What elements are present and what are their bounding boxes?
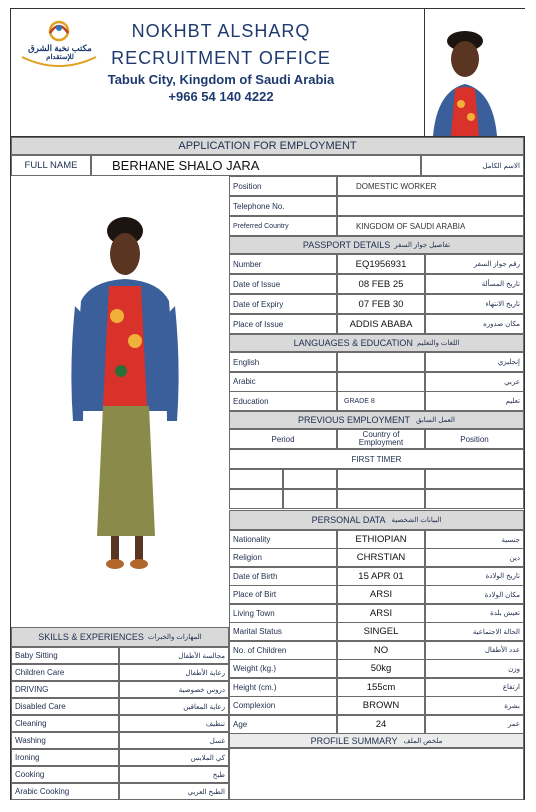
- passport-row-value: 08 FEB 25: [337, 274, 425, 294]
- form-title: APPLICATION FOR EMPLOYMENT: [11, 137, 524, 155]
- profile-summary-body: [229, 748, 524, 800]
- skill-row-label: Cleaning: [11, 715, 119, 732]
- personal-row-label-ar: دين: [425, 548, 524, 567]
- passport-row-label-ar: رقم جواز السفر: [425, 254, 524, 274]
- skill-row-label-ar: رعاية الأطفال: [119, 664, 229, 681]
- passport-row-label: Date of Expiry: [229, 294, 337, 314]
- personal-row-label-ar: عمر: [425, 715, 524, 734]
- company-logo: [16, 17, 102, 71]
- passport-row-value: 07 FEB 30: [337, 294, 425, 314]
- personal-row-label: Living Town: [229, 604, 337, 623]
- personal-row-label-ar: جنسية: [425, 530, 524, 549]
- passport-row-label: Place of Issue: [229, 314, 337, 334]
- employment-blank-1d: [425, 469, 524, 489]
- skill-row-label: DRIVING: [11, 681, 119, 698]
- skill-row-label: Disabled Care: [11, 698, 119, 715]
- personal-row-label-ar: وزن: [425, 659, 524, 678]
- first-timer: FIRST TIMER: [229, 449, 524, 469]
- passport-title-ar: تفاصيل جواز السفر: [394, 242, 451, 249]
- employment-col-position: Position: [425, 429, 524, 449]
- profile-summary-label-ar: ملخص الملف: [403, 737, 443, 745]
- full-name-value: BERHANE SHALO JARA: [91, 155, 421, 176]
- position-value: DOMESTIC WORKER: [337, 176, 524, 196]
- language-row-label: Arabic: [229, 372, 337, 392]
- telephone-label: Telephone No.: [229, 196, 337, 216]
- personal-row-label-ar: ارتفاع: [425, 678, 524, 697]
- passport-section-title: [229, 236, 524, 254]
- language-row-label-ar: تعليم: [425, 391, 524, 411]
- passport-row-label: Date of Issue: [229, 274, 337, 294]
- personal-row-value: CHRSTIAN: [337, 548, 425, 567]
- language-row-value: [337, 372, 425, 392]
- company-subtitle: RECRUITMENT OFFICE: [111, 48, 331, 68]
- personal-row-value: ARSI: [337, 604, 425, 623]
- employment-blank-2c: [337, 489, 425, 509]
- language-row-label-ar: عربي: [425, 372, 524, 392]
- personal-row-label-ar: مكان الولادة: [425, 585, 524, 604]
- headshot-photo: [424, 9, 524, 136]
- passport-row-label-ar: مكان صدوره: [425, 314, 524, 334]
- employment-col-country: [337, 429, 425, 449]
- skill-row-label: Arabic Cooking: [11, 783, 119, 800]
- employment-col-period: Period: [229, 429, 337, 449]
- employment-blank-1c: [337, 469, 425, 489]
- employment-blank-1b: [283, 469, 337, 489]
- skills-title-ar: المهارات والخبرات: [147, 634, 202, 641]
- profile-summary-title: [229, 733, 524, 748]
- language-row-value: GRADE 8: [337, 391, 425, 411]
- personal-row-label: Age: [229, 715, 337, 734]
- personal-row-label-ar: تاريخ الولادة: [425, 567, 524, 586]
- personal-row-value: 15 APR 01: [337, 567, 425, 586]
- passport-row-label: Number: [229, 254, 337, 274]
- passport-row-value: EQ1956931: [337, 254, 425, 274]
- passport-row-label-ar: تاريخ الانتهاء: [425, 294, 524, 314]
- language-row-label-ar: إنجليزي: [425, 352, 524, 372]
- company-phone: +966 54 140 4222: [168, 89, 274, 104]
- logo-text: مكتب نخبة الشرق: [28, 43, 92, 53]
- personal-title: PERSONAL DATA: [311, 515, 386, 525]
- passport-title: PASSPORT DETAILS: [302, 240, 391, 250]
- personal-row-label: No. of Children: [229, 641, 337, 660]
- language-row-label: Education: [229, 391, 337, 411]
- skill-row-label: Ironing: [11, 749, 119, 766]
- personal-row-value: 50kg: [337, 659, 425, 678]
- telephone-value: [337, 196, 524, 216]
- languages-title-ar: اللغات والتعليم: [416, 340, 460, 347]
- personal-row-label: Marital Status: [229, 622, 337, 641]
- employment-section-title: [229, 411, 524, 429]
- personal-row-label: Weight (kg.): [229, 659, 337, 678]
- personal-row-value: 24: [337, 715, 425, 734]
- language-row-label: English: [229, 352, 337, 372]
- personal-row-value: 155cm: [337, 678, 425, 697]
- employment-col-country-text: Country of Employment: [358, 430, 404, 447]
- personal-row-label: Nationality: [229, 530, 337, 549]
- personal-row-label-ar: تعيش بلدة: [425, 604, 524, 623]
- skill-row-label-ar: الطبخ العربي: [119, 783, 229, 800]
- personal-section-title: [229, 510, 524, 530]
- employment-blank-2b: [283, 489, 337, 509]
- employment-blank-1a: [229, 469, 283, 489]
- employment-title: PREVIOUS EMPLOYMENT: [297, 415, 411, 425]
- passport-row-value: ADDIS ABABA: [337, 314, 425, 334]
- position-label: Position: [229, 176, 337, 196]
- skill-row-label: Children Care: [11, 664, 119, 681]
- company-name: NOKHBT ALSHARQ: [131, 21, 311, 41]
- languages-title: LANGUAGES & EDUCATION: [293, 338, 413, 348]
- skill-row-label-ar: رعاية المعاقين: [119, 698, 229, 715]
- skills-section-title: [11, 627, 229, 647]
- full-body-photo: [11, 176, 229, 627]
- full-name-label-ar: الاسم الكامل: [421, 155, 524, 176]
- personal-title-ar: البيانات الشخصية: [391, 517, 442, 524]
- personal-row-label: Religion: [229, 548, 337, 567]
- logo-subtext: للإستقدام: [46, 54, 74, 61]
- application-sheet: [10, 8, 525, 800]
- personal-row-label-ar: عدد الأطفال: [425, 641, 524, 660]
- skill-row-label-ar: كي الملابس: [119, 749, 229, 766]
- personal-row-value: NO: [337, 641, 425, 660]
- skills-title: SKILLS & EXPERIENCES: [38, 632, 144, 642]
- passport-row-label-ar: تاريخ المسألة: [425, 274, 524, 294]
- personal-row-value: BROWN: [337, 696, 425, 715]
- personal-row-value: ETHIOPIAN: [337, 530, 425, 549]
- full-name-label: FULL NAME: [11, 155, 91, 176]
- preferred-country-label: Preferred Country: [229, 216, 337, 236]
- skill-row-label-ar: مجالسة الأطفال: [119, 647, 229, 664]
- personal-row-label-ar: بشرة: [425, 696, 524, 715]
- personal-row-value: SINGEL: [337, 622, 425, 641]
- skill-row-label-ar: دروس خصوصية: [119, 681, 229, 698]
- personal-row-value: ARSI: [337, 585, 425, 604]
- personal-row-label: Complexion: [229, 696, 337, 715]
- skill-row-label-ar: طبخ: [119, 766, 229, 783]
- language-row-value: [337, 352, 425, 372]
- employment-title-ar: العمل السابق: [416, 417, 456, 424]
- employment-blank-2a: [229, 489, 283, 509]
- skill-row-label-ar: غسل: [119, 732, 229, 749]
- skill-row-label: Washing: [11, 732, 119, 749]
- preferred-country-value: KINGDOM OF SAUDI ARABIA: [337, 216, 524, 236]
- skill-row-label-ar: تنظيف: [119, 715, 229, 732]
- personal-row-label: Place of Birt: [229, 585, 337, 604]
- personal-row-label-ar: الحالة الاجتماعية: [425, 622, 524, 641]
- skill-row-label: Cooking: [11, 766, 119, 783]
- employment-blank-2d: [425, 489, 524, 509]
- company-city: Tabuk City, Kingdom of Saudi Arabia: [107, 72, 335, 87]
- skill-row-label: Baby Sitting: [11, 647, 119, 664]
- languages-section-title: [229, 334, 524, 352]
- personal-row-label: Height (cm.): [229, 678, 337, 697]
- profile-summary-label: PROFILE SUMMARY: [310, 735, 398, 746]
- personal-row-label: Date of Birth: [229, 567, 337, 586]
